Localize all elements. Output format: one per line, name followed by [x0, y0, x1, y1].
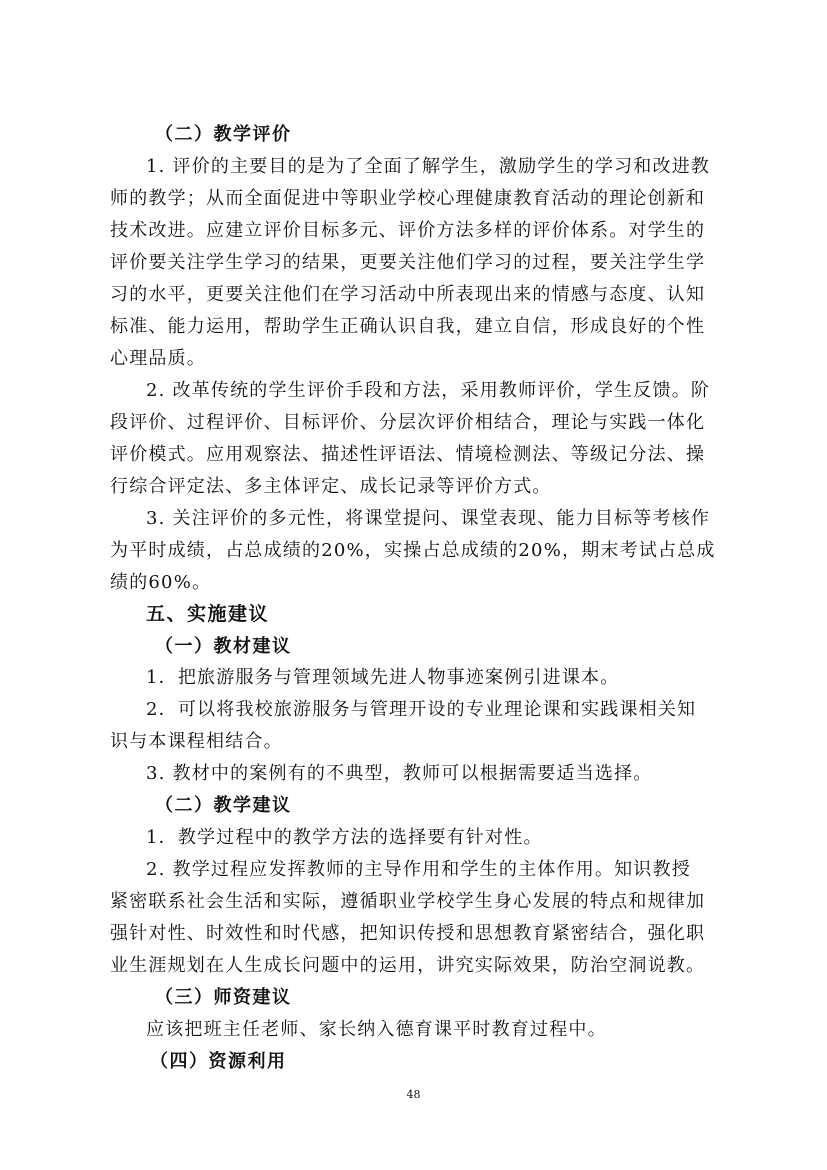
paragraph-line: 绩的60%。: [110, 572, 212, 593]
paragraph-line: 1．把旅游服务与管理领域先进人物事迹案例引进课本。: [146, 667, 620, 688]
paragraph-line: 识与本课程相结合。: [110, 731, 283, 752]
paragraph-line: 段评价、过程评价、目标评价、分层次评价相结合，理论与实践一体化: [110, 412, 706, 433]
paragraph-line: 强针对性、时效性和时代感，把知识传授和思想教育紧密结合，强化职: [110, 923, 706, 944]
paragraph-line: 3. 教材中的案例有的不典型，教师可以根据需要适当选择。: [146, 763, 653, 784]
paragraph-line: 行综合评定法、多主体评定、成长记录等评价方式。: [110, 476, 552, 497]
paragraph-line: 业生涯规划在人生成长问题中的运用，讲究实际效果，防治空洞说教。: [110, 955, 706, 976]
paragraph-line: 师的教学；从而全面促进中等职业学校心理健康教育活动的理论创新和: [110, 188, 706, 209]
paragraph-line: 2. 改革传统的学生评价手段和方法，采用教师评价，学生反馈。阶: [146, 380, 711, 401]
paragraph-line: 1. 评价的主要目的是为了全面了解学生，激励学生的学习和改进教: [146, 156, 711, 177]
paragraph-line: 应该把班主任老师、家长纳入德育课平时教育过程中。: [146, 1019, 607, 1040]
paragraph-line: 评价要关注学生学习的结果，更要关注他们学习的过程，要关注学生学: [110, 252, 706, 273]
subheading-textbook: （一）教材建议: [155, 636, 292, 657]
paragraph-line: 心理品质。: [110, 348, 206, 369]
paragraph-line: 技术改进。应建立评价目标多元、评价方法多样的评价体系。对学生的: [110, 220, 706, 241]
subheading-teachers: （三）师资建议: [155, 987, 292, 1008]
paragraph-line: 紧密联系社会生活和实际，遵循职业学校学生身心发展的特点和规律加: [110, 891, 706, 912]
subheading-resources: （四）资源利用: [150, 1051, 287, 1072]
paragraph-line: 为平时成绩，占总成绩的20%，实操占总成绩的20%，期末考试占总成: [110, 540, 716, 561]
subheading-teaching-evaluation: （二）教学评价: [155, 124, 292, 145]
paragraph-line: 3. 关注评价的多元性，将课堂提问、课堂表现、能力目标等考核作: [146, 508, 711, 529]
paragraph-line: 2．可以将我校旅游服务与管理开设的专业理论课和实践课相关知: [146, 699, 697, 720]
paragraph-line: 1．教学过程中的教学方法的选择要有针对性。: [146, 827, 543, 848]
paragraph-line: 评价模式。应用观察法、描述性评语法、情境检测法、等级记分法、操: [110, 444, 706, 465]
subheading-teaching-suggestions: （二）教学建议: [155, 795, 292, 816]
paragraph-line: 2. 教学过程应发挥教师的主导作用和学生的主体作用。知识教授: [146, 859, 691, 880]
paragraph-line: 习的水平，更要关注他们在学习活动中所表现出来的情感与态度、认知: [110, 284, 706, 305]
section-heading-implementation: 五、实施建议: [146, 603, 270, 625]
page-number: 48: [406, 1088, 421, 1101]
paragraph-line: 标准、能力运用，帮助学生正确认识自我，建立自信，形成良好的个性: [110, 316, 706, 337]
